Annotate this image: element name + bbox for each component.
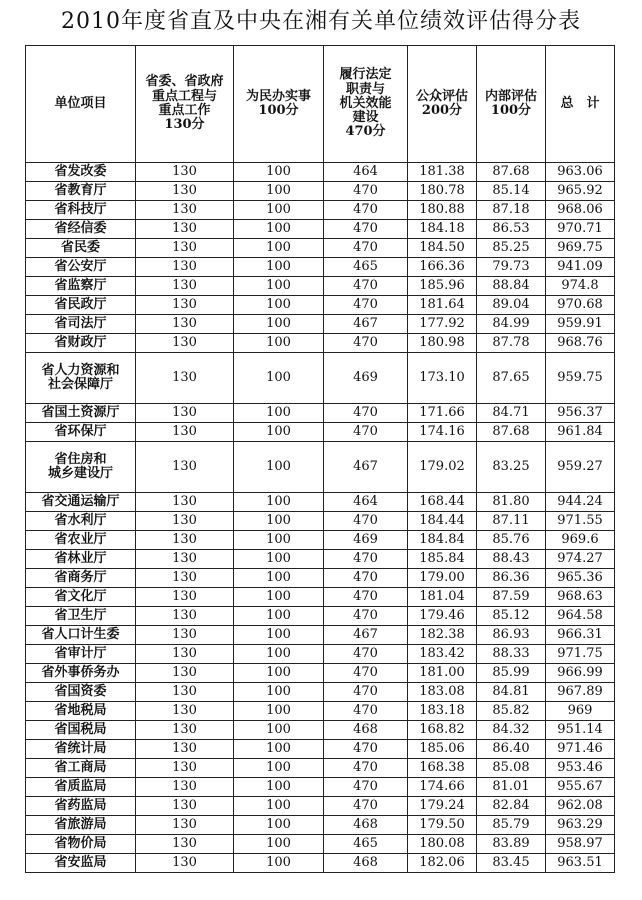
unit-name-cell: 省工商局 <box>26 759 136 778</box>
score-cell: 100 <box>234 531 324 550</box>
score-cell: 130 <box>136 740 234 759</box>
unit-name-cell: 省质监局 <box>26 778 136 797</box>
score-cell: 183.18 <box>408 702 477 721</box>
table-row <box>26 550 615 569</box>
table-row <box>26 442 615 493</box>
score-cell: 468 <box>324 721 408 740</box>
score-cell: 85.79 <box>477 816 546 835</box>
score-cell: 85.99 <box>477 664 546 683</box>
table-row <box>26 835 615 854</box>
table-row <box>26 626 615 645</box>
header-unit: 单位项目 <box>26 46 136 163</box>
score-cell: 470 <box>324 550 408 569</box>
score-cell: 100 <box>234 201 324 220</box>
total-cell: 968.76 <box>546 334 615 353</box>
score-cell: 185.06 <box>408 740 477 759</box>
score-cell: 100 <box>234 835 324 854</box>
score-cell: 86.36 <box>477 569 546 588</box>
score-cell: 166.36 <box>408 258 477 277</box>
score-cell: 82.84 <box>477 797 546 816</box>
score-cell: 181.64 <box>408 296 477 315</box>
score-cell: 174.16 <box>408 423 477 442</box>
total-cell: 941.09 <box>546 258 615 277</box>
score-cell: 130 <box>136 645 234 664</box>
total-cell: 966.31 <box>546 626 615 645</box>
total-cell: 970.68 <box>546 296 615 315</box>
header-total: 总 计 <box>546 46 615 163</box>
score-cell: 185.96 <box>408 277 477 296</box>
score-cell: 470 <box>324 759 408 778</box>
score-cell: 130 <box>136 626 234 645</box>
table-row <box>26 816 615 835</box>
unit-name-cell: 省商务厅 <box>26 569 136 588</box>
table-row <box>26 182 615 201</box>
total-cell: 963.51 <box>546 854 615 873</box>
score-cell: 130 <box>136 683 234 702</box>
table-row <box>26 759 615 778</box>
score-cell: 100 <box>234 588 324 607</box>
total-cell: 971.46 <box>546 740 615 759</box>
unit-name-cell: 省财政厅 <box>26 334 136 353</box>
score-cell: 130 <box>136 258 234 277</box>
score-cell: 88.84 <box>477 277 546 296</box>
table-row <box>26 296 615 315</box>
table-row <box>26 353 615 404</box>
score-cell: 468 <box>324 854 408 873</box>
unit-name-cell: 省教育厅 <box>26 182 136 201</box>
score-cell: 180.08 <box>408 835 477 854</box>
table-row <box>26 740 615 759</box>
score-cell: 86.53 <box>477 220 546 239</box>
unit-name-cell: 省住房和 城乡建设厅 <box>26 442 136 493</box>
score-cell: 130 <box>136 163 234 182</box>
score-cell: 177.92 <box>408 315 477 334</box>
unit-name-cell: 省交通运输厅 <box>26 493 136 512</box>
unit-name-cell: 省环保厅 <box>26 423 136 442</box>
score-cell: 180.88 <box>408 201 477 220</box>
total-cell: 961.84 <box>546 423 615 442</box>
table-row <box>26 493 615 512</box>
table-row <box>26 258 615 277</box>
total-cell: 969 <box>546 702 615 721</box>
score-cell: 130 <box>136 569 234 588</box>
score-cell: 86.40 <box>477 740 546 759</box>
score-cell: 181.04 <box>408 588 477 607</box>
page-title: 2010年度省直及中央在湘有关单位绩效评估得分表 <box>61 9 581 34</box>
score-cell: 100 <box>234 258 324 277</box>
unit-name-cell: 省人口计生委 <box>26 626 136 645</box>
score-cell: 84.99 <box>477 315 546 334</box>
score-cell: 130 <box>136 702 234 721</box>
score-cell: 470 <box>324 182 408 201</box>
score-cell: 470 <box>324 239 408 258</box>
total-cell: 965.36 <box>546 569 615 588</box>
table-row <box>26 588 615 607</box>
score-cell: 168.38 <box>408 759 477 778</box>
unit-name-cell: 省国资委 <box>26 683 136 702</box>
total-cell: 953.46 <box>546 759 615 778</box>
score-cell: 130 <box>136 512 234 531</box>
score-cell: 88.43 <box>477 550 546 569</box>
total-cell: 962.08 <box>546 797 615 816</box>
score-cell: 100 <box>234 721 324 740</box>
table-row <box>26 201 615 220</box>
header-internal-eval: 内部评估 100分 <box>477 46 546 163</box>
score-cell: 100 <box>234 163 324 182</box>
score-cell: 83.25 <box>477 442 546 493</box>
score-cell: 79.73 <box>477 258 546 277</box>
table-row <box>26 512 615 531</box>
score-cell: 168.44 <box>408 493 477 512</box>
score-cell: 85.82 <box>477 702 546 721</box>
unit-name-cell: 省水利厅 <box>26 512 136 531</box>
score-cell: 100 <box>234 550 324 569</box>
score-cell: 470 <box>324 740 408 759</box>
score-cell: 87.18 <box>477 201 546 220</box>
score-cell: 179.50 <box>408 816 477 835</box>
score-cell: 181.38 <box>408 163 477 182</box>
score-cell: 85.08 <box>477 759 546 778</box>
unit-name-cell: 省发改委 <box>26 163 136 182</box>
score-cell: 467 <box>324 315 408 334</box>
table-row <box>26 721 615 740</box>
score-cell: 181.00 <box>408 664 477 683</box>
unit-name-cell: 省卫生厅 <box>26 607 136 626</box>
score-cell: 130 <box>136 423 234 442</box>
score-cell: 100 <box>234 740 324 759</box>
score-cell: 130 <box>136 220 234 239</box>
unit-name-cell: 省旅游局 <box>26 816 136 835</box>
score-cell: 174.66 <box>408 778 477 797</box>
score-cell: 130 <box>136 816 234 835</box>
score-cell: 89.04 <box>477 296 546 315</box>
score-cell: 179.00 <box>408 569 477 588</box>
score-cell: 100 <box>234 626 324 645</box>
score-cell: 130 <box>136 550 234 569</box>
score-cell: 130 <box>136 277 234 296</box>
score-cell: 130 <box>136 778 234 797</box>
score-cell: 100 <box>234 607 324 626</box>
table-row <box>26 645 615 664</box>
table-row <box>26 854 615 873</box>
score-cell: 130 <box>136 315 234 334</box>
score-cell: 130 <box>136 201 234 220</box>
score-cell: 470 <box>324 588 408 607</box>
table-row <box>26 220 615 239</box>
score-cell: 100 <box>234 759 324 778</box>
total-cell: 967.89 <box>546 683 615 702</box>
unit-name-cell: 省安监局 <box>26 854 136 873</box>
total-cell: 971.75 <box>546 645 615 664</box>
table-row <box>26 404 615 423</box>
score-cell: 185.84 <box>408 550 477 569</box>
score-cell: 100 <box>234 512 324 531</box>
score-cell: 130 <box>136 664 234 683</box>
score-cell: 184.84 <box>408 531 477 550</box>
score-cell: 87.11 <box>477 512 546 531</box>
score-cell: 85.14 <box>477 182 546 201</box>
total-cell: 965.92 <box>546 182 615 201</box>
score-cell: 470 <box>324 569 408 588</box>
score-cell: 100 <box>234 353 324 404</box>
unit-name-cell: 省司法厅 <box>26 315 136 334</box>
score-cell: 130 <box>136 334 234 353</box>
score-cell: 130 <box>136 835 234 854</box>
score-cell: 100 <box>234 493 324 512</box>
header-duties: 履行法定 职责与 机关效能 建设 470分 <box>324 46 408 163</box>
score-cell: 464 <box>324 163 408 182</box>
score-cell: 81.80 <box>477 493 546 512</box>
total-cell: 944.24 <box>546 493 615 512</box>
score-cell: 100 <box>234 778 324 797</box>
table-row <box>26 664 615 683</box>
score-cell: 100 <box>234 296 324 315</box>
score-cell: 468 <box>324 816 408 835</box>
table-row <box>26 778 615 797</box>
table-row <box>26 531 615 550</box>
score-cell: 130 <box>136 442 234 493</box>
unit-name-cell: 省农业厅 <box>26 531 136 550</box>
score-cell: 467 <box>324 626 408 645</box>
unit-name-cell: 省审计厅 <box>26 645 136 664</box>
score-cell: 470 <box>324 201 408 220</box>
header-row <box>26 46 615 163</box>
score-cell: 470 <box>324 683 408 702</box>
score-cell: 179.24 <box>408 797 477 816</box>
score-cell: 100 <box>234 569 324 588</box>
total-cell: 969.6 <box>546 531 615 550</box>
score-cell: 470 <box>324 664 408 683</box>
score-cell: 470 <box>324 220 408 239</box>
score-cell: 84.81 <box>477 683 546 702</box>
score-cell: 182.06 <box>408 854 477 873</box>
score-cell: 465 <box>324 835 408 854</box>
score-cell: 100 <box>234 423 324 442</box>
header-key-projects: 省委、省政府 重点工程与 重点工作 130分 <box>136 46 234 163</box>
table-row <box>26 315 615 334</box>
total-cell: 974.27 <box>546 550 615 569</box>
score-cell: 100 <box>234 277 324 296</box>
score-cell: 100 <box>234 664 324 683</box>
score-cell: 81.01 <box>477 778 546 797</box>
unit-name-cell: 省国土资源厅 <box>26 404 136 423</box>
unit-name-cell: 省文化厅 <box>26 588 136 607</box>
table-row <box>26 277 615 296</box>
score-cell: 100 <box>234 442 324 493</box>
table-row <box>26 683 615 702</box>
score-cell: 84.71 <box>477 404 546 423</box>
score-cell: 470 <box>324 607 408 626</box>
unit-name-cell: 省地税局 <box>26 702 136 721</box>
score-cell: 83.45 <box>477 854 546 873</box>
score-cell: 100 <box>234 404 324 423</box>
total-cell: 974.8 <box>546 277 615 296</box>
unit-name-cell: 省监察厅 <box>26 277 136 296</box>
score-cell: 469 <box>324 531 408 550</box>
table-row <box>26 797 615 816</box>
score-cell: 83.89 <box>477 835 546 854</box>
score-cell: 130 <box>136 607 234 626</box>
score-cell: 171.66 <box>408 404 477 423</box>
score-cell: 88.33 <box>477 645 546 664</box>
score-cell: 465 <box>324 258 408 277</box>
score-cell: 179.46 <box>408 607 477 626</box>
unit-name-cell: 省公安厅 <box>26 258 136 277</box>
total-cell: 959.91 <box>546 315 615 334</box>
score-cell: 470 <box>324 778 408 797</box>
score-cell: 100 <box>234 854 324 873</box>
table-row <box>26 569 615 588</box>
score-cell: 100 <box>234 816 324 835</box>
score-cell: 130 <box>136 493 234 512</box>
score-cell: 130 <box>136 759 234 778</box>
unit-name-cell: 省药监局 <box>26 797 136 816</box>
unit-name-cell: 省民政厅 <box>26 296 136 315</box>
score-table <box>25 45 615 873</box>
score-cell: 87.59 <box>477 588 546 607</box>
total-cell: 959.27 <box>546 442 615 493</box>
score-cell: 470 <box>324 645 408 664</box>
table-row <box>26 239 615 258</box>
header-public-service: 为民办实事 100分 <box>234 46 324 163</box>
score-cell: 130 <box>136 854 234 873</box>
score-cell: 130 <box>136 588 234 607</box>
unit-name-cell: 省人力资源和 社会保障厅 <box>26 353 136 404</box>
unit-name-cell: 省民委 <box>26 239 136 258</box>
score-cell: 470 <box>324 296 408 315</box>
table-row <box>26 702 615 721</box>
table-row <box>26 607 615 626</box>
total-cell: 959.75 <box>546 353 615 404</box>
score-cell: 470 <box>324 334 408 353</box>
score-cell: 464 <box>324 493 408 512</box>
score-cell: 100 <box>234 683 324 702</box>
total-cell: 964.58 <box>546 607 615 626</box>
score-cell: 184.18 <box>408 220 477 239</box>
total-cell: 968.63 <box>546 588 615 607</box>
score-cell: 100 <box>234 334 324 353</box>
score-cell: 467 <box>324 442 408 493</box>
table-row <box>26 163 615 182</box>
unit-name-cell: 省外事侨务办 <box>26 664 136 683</box>
score-cell: 85.25 <box>477 239 546 258</box>
score-cell: 130 <box>136 353 234 404</box>
score-cell: 470 <box>324 702 408 721</box>
unit-name-cell: 省经信委 <box>26 220 136 239</box>
total-cell: 958.97 <box>546 835 615 854</box>
score-cell: 100 <box>234 797 324 816</box>
score-cell: 84.32 <box>477 721 546 740</box>
unit-name-cell: 省科技厅 <box>26 201 136 220</box>
score-cell: 130 <box>136 721 234 740</box>
score-cell: 180.78 <box>408 182 477 201</box>
score-cell: 183.08 <box>408 683 477 702</box>
score-cell: 469 <box>324 353 408 404</box>
score-cell: 100 <box>234 239 324 258</box>
score-cell: 130 <box>136 797 234 816</box>
header-public-eval: 公众评估 200分 <box>408 46 477 163</box>
unit-name-cell: 省国税局 <box>26 721 136 740</box>
score-cell: 100 <box>234 182 324 201</box>
score-cell: 100 <box>234 220 324 239</box>
score-cell: 85.12 <box>477 607 546 626</box>
total-cell: 963.29 <box>546 816 615 835</box>
score-cell: 100 <box>234 645 324 664</box>
score-cell: 182.38 <box>408 626 477 645</box>
score-cell: 180.98 <box>408 334 477 353</box>
score-cell: 87.68 <box>477 423 546 442</box>
score-cell: 130 <box>136 296 234 315</box>
score-cell: 173.10 <box>408 353 477 404</box>
score-cell: 179.02 <box>408 442 477 493</box>
score-cell: 87.65 <box>477 353 546 404</box>
score-cell: 470 <box>324 404 408 423</box>
score-cell: 87.78 <box>477 334 546 353</box>
total-cell: 969.75 <box>546 239 615 258</box>
score-cell: 87.68 <box>477 163 546 182</box>
table-row <box>26 423 615 442</box>
score-cell: 183.42 <box>408 645 477 664</box>
total-cell: 968.06 <box>546 201 615 220</box>
score-cell: 184.50 <box>408 239 477 258</box>
score-cell: 130 <box>136 182 234 201</box>
score-cell: 100 <box>234 702 324 721</box>
score-cell: 470 <box>324 423 408 442</box>
unit-name-cell: 省林业厅 <box>26 550 136 569</box>
score-cell: 470 <box>324 512 408 531</box>
score-cell: 470 <box>324 277 408 296</box>
score-cell: 130 <box>136 239 234 258</box>
total-cell: 970.71 <box>546 220 615 239</box>
score-cell: 184.44 <box>408 512 477 531</box>
score-cell: 130 <box>136 404 234 423</box>
total-cell: 956.37 <box>546 404 615 423</box>
score-cell: 85.76 <box>477 531 546 550</box>
unit-name-cell: 省物价局 <box>26 835 136 854</box>
score-cell: 470 <box>324 797 408 816</box>
total-cell: 951.14 <box>546 721 615 740</box>
table-row <box>26 334 615 353</box>
score-cell: 130 <box>136 531 234 550</box>
score-cell: 100 <box>234 315 324 334</box>
unit-name-cell: 省统计局 <box>26 740 136 759</box>
score-cell: 86.93 <box>477 626 546 645</box>
score-cell: 168.82 <box>408 721 477 740</box>
total-cell: 955.67 <box>546 778 615 797</box>
total-cell: 971.55 <box>546 512 615 531</box>
total-cell: 963.06 <box>546 163 615 182</box>
total-cell: 966.99 <box>546 664 615 683</box>
